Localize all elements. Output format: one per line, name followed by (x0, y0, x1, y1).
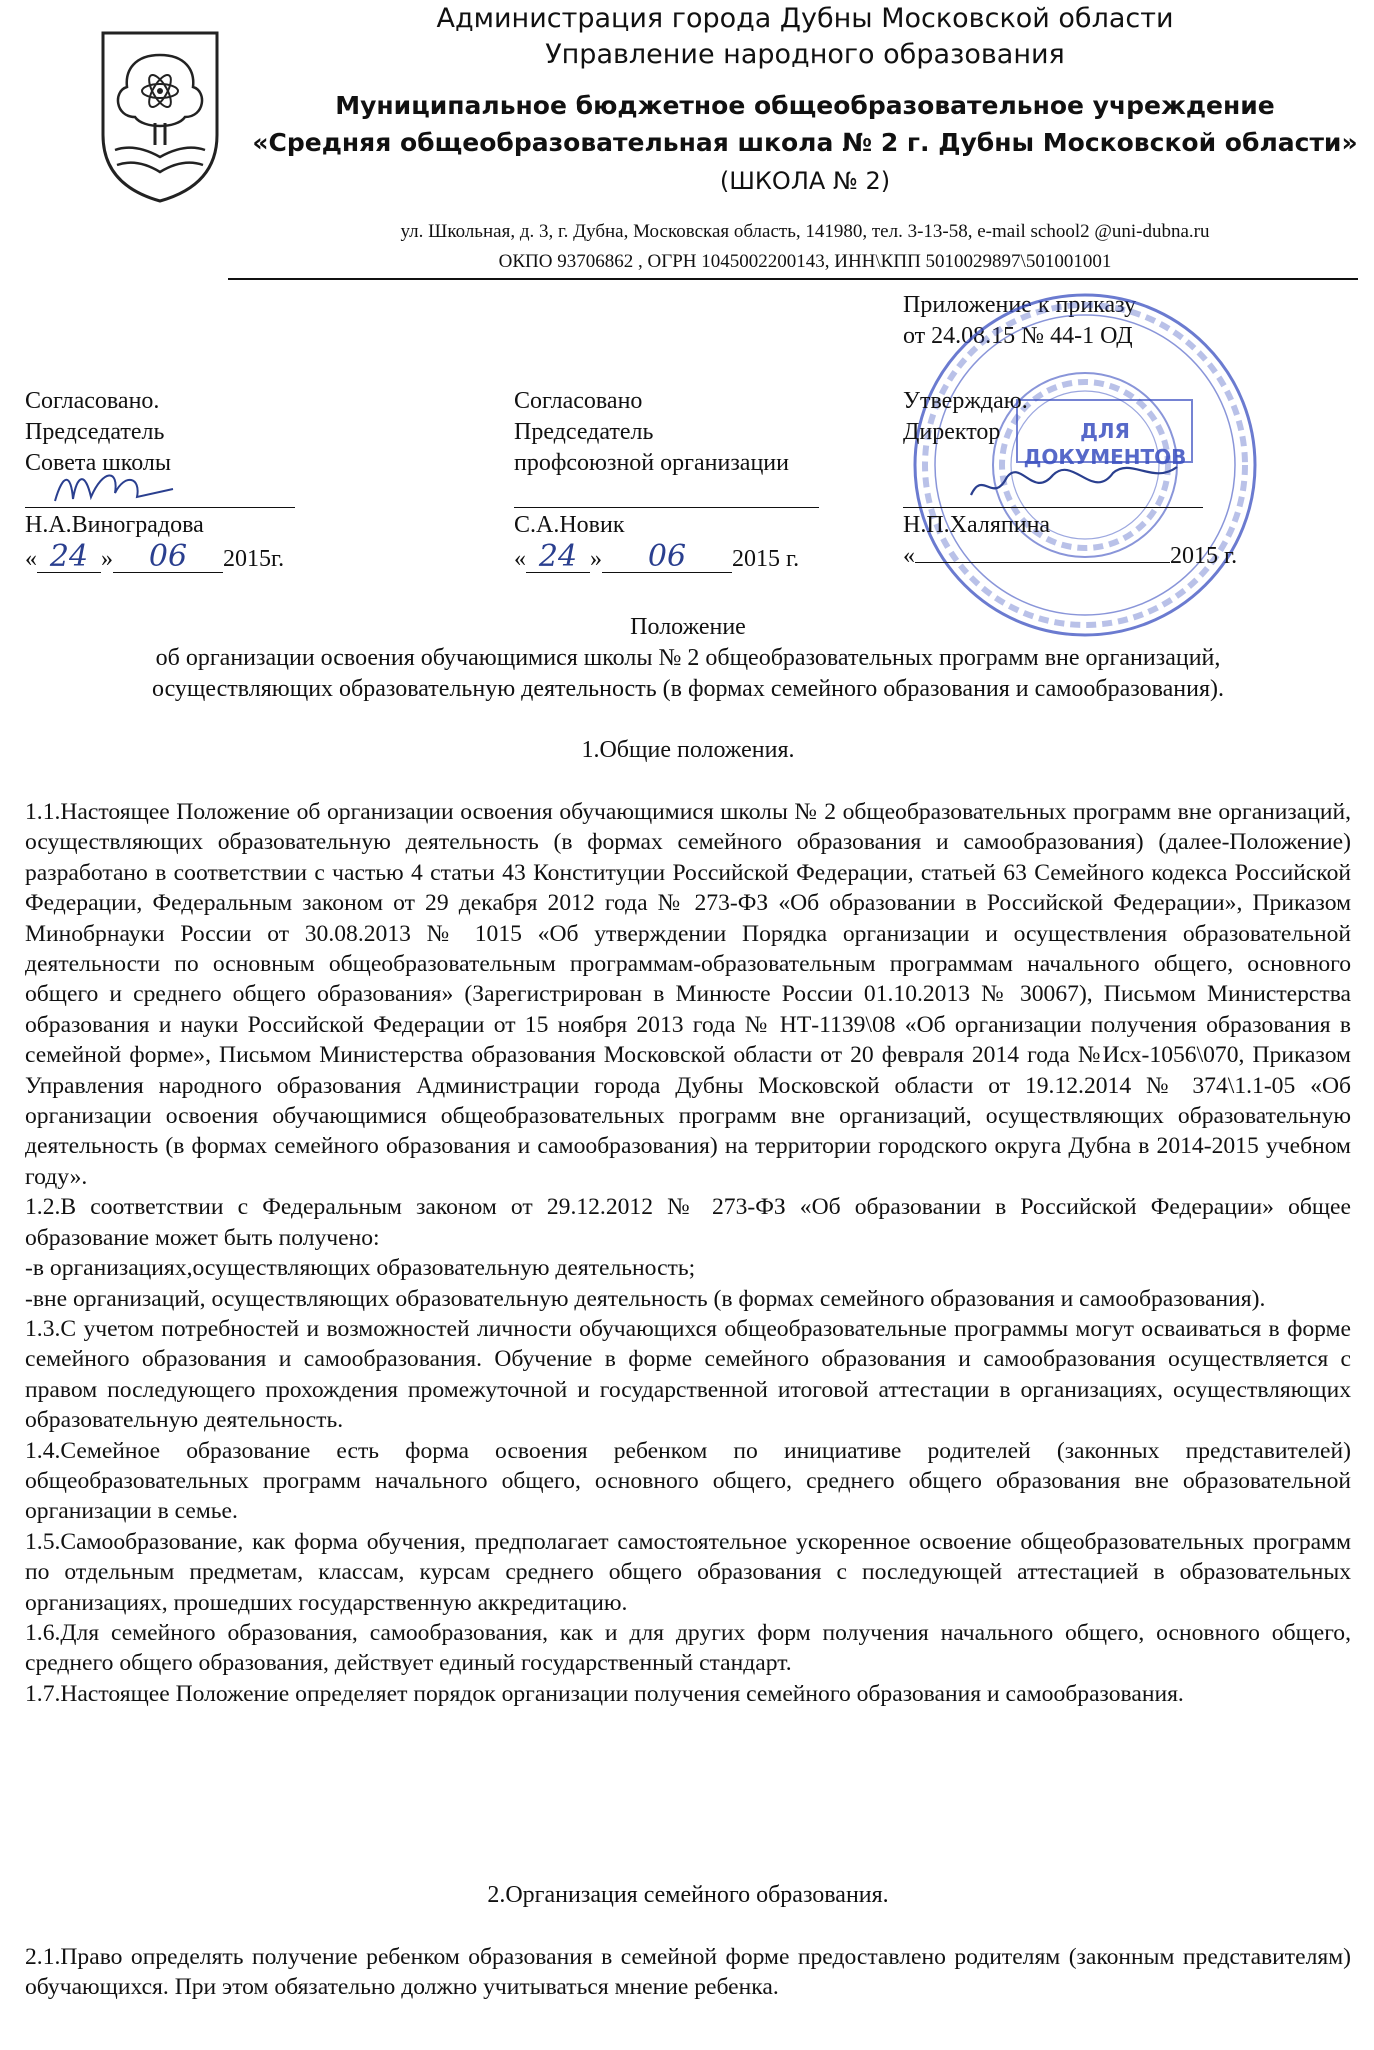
paragraph: 1.6.Для семейного образования, самообразования, как и для других форм получения начального общего, основного общего, среднего общего образования, действует единый государственный стандарт. (25, 1619, 1351, 1677)
section1-heading: 1.Общие положения. (581, 737, 795, 763)
approval-director-l1: Утверждаю. (903, 388, 1028, 414)
approval-council-l2: Председатель (25, 419, 165, 445)
approval-union-name: С.А.Новик (514, 512, 625, 538)
approval-council-date: « 24 » 06 2015г. (25, 539, 285, 574)
header-institution-type: Муниципальное бюджетное общеобразовательное учреждение (335, 91, 1275, 120)
doc-title: Положение (630, 614, 746, 640)
doc-title-line2: об организации освоения обучающимися школы № 2 общеобразовательных программ вне организаций, (155, 645, 1221, 671)
paragraph: -в организациях,осуществляющих образовательную деятельность; (25, 1255, 696, 1282)
stamp-box-text: ДЛЯ ДОКУМЕНТОВ (1023, 419, 1187, 469)
paragraph: 1.4.Семейное образование есть форма освоения ребенком по инициативе родителей (законных представителей) общеобразовательных программ начального общего, основного общего, среднего общего образования вне образовательной организации в семье. (25, 1437, 1351, 1525)
approval-council-l1: Согласовано. (25, 388, 160, 414)
approval-union-l1: Согласовано (514, 388, 643, 414)
approval-union (514, 386, 819, 575)
header-divider (228, 278, 1358, 280)
paragraph: 2.1.Право определять получение ребенком образования в семейной форме предоставлено родителям (законным представителям) обучающихся. При этом обязательно должно учитываться мнение ребенка. (25, 1944, 1351, 2001)
approval-union-l3: профсоюзной организации (514, 450, 789, 476)
annex-line2: от 24.08.15 № 44-1 ОД (903, 323, 1133, 349)
city-emblem (95, 25, 225, 205)
paragraph: 1.7.Настоящее Положение определяет порядок организации получения семейного образования и самообразования. (25, 1680, 1184, 1707)
section1-body (25, 797, 1351, 1709)
paragraph: -вне организаций, осуществляющих образовательную деятельность (в формах семейного образования и самообразования). (25, 1285, 1266, 1312)
header-department: Управление народного образования (545, 39, 1065, 70)
paragraph: 1.5.Самообразование, как форма обучения, предполагает самостоятельное ускоренное освоение общеобразовательных программ по отдельным предметам, классам, курсам среднего общего образования с последующей аттестацией в образовательных организациях, прошедших государственную аккредитацию. (25, 1528, 1351, 1616)
signature-line (514, 479, 819, 508)
approval-director-date: « 2015 г. (903, 543, 1238, 569)
paragraph: 1.2.В соответствии с Федеральным законом от 29.12.2012 № 273-ФЗ «Об образовании в Российской Федерации» общее образование может быть получено: (25, 1194, 1351, 1251)
approval-council (25, 386, 295, 575)
handwritten-signature (963, 455, 1183, 515)
handwritten-signature (45, 463, 185, 513)
header-address: ул. Школьная, д. 3, г. Дубна, Московская область, 141980, тел. 3-13-58, e-mail school2 @uni-dubna.ru (400, 221, 1210, 242)
section2-body (25, 1942, 1351, 2003)
approval-director-l2: Директор (903, 419, 1001, 445)
paragraph: 1.3.С учетом потребностей и возможностей личности обучающихся общеобразовательные программы могут осваиваться в форме семейного образования и самообразования. Обучение в форме семейного образования и самообразования осуществляется с правом последующего прохождения промежуточной и государственной итоговой аттестации в организациях, осуществляющих образовательную деятельность. (25, 1315, 1351, 1434)
approval-director-name: Н.П.Халяпина (903, 512, 1051, 538)
paragraph: 1.1.Настоящее Положение об организации освоения обучающимися школы № 2 общеобразовательных программ вне организаций, осуществляющих образовательную деятельность (в формах семейного образования и самообразования) (далее-Положение) разработано в соответствии с частью 4 статьи 43 Конституции Российской Федерации, статьей 63 Семейного кодекса Российской Федерации, Федеральным законом от 29 декабря 2012 года № 273-ФЗ «Об образовании в Российской Федерации», Приказом Минобрнауки России от 30.08.2013 № 1015 «Об утверждении Порядка организации и осуществления образовательной деятельности по основным общеобразовательным программам-образовательным программам начального общего, основного общего и среднего общего образования» (Зарегистрирован в Минюсте России 01.10.2013 № 30067), Письмом Министерства образования и науки Российской Федерации от 15 ноября 2013 года № НТ-1139\08 «Об организации получения образования в семейной форме», Письмом Министерства образования Московской области от 20 февраля 2014 года №Исх-1056\070, Приказом Управления народного образования Администрации города Дубны Московской области от 19.12.2014 № 374\1.1-05 «Об организации освоения обучающимися общеобразовательных программ вне организаций, осуществляющих образовательную деятельность (в формах семейного образования и самообразования) на территории городского округа Дубна в 2014-2015 учебном году». (25, 799, 1351, 1190)
doc-title-line3: осуществляющих образовательную деятельность (в формах семейного образования и самообразования). (151, 676, 1225, 702)
approval-director (903, 386, 1237, 572)
section2-heading: 2.Организация семейного образования. (487, 1882, 889, 1908)
header-codes: ОКПО 93706862 , ОГРН 1045002200143, ИНН\КПП 5010029897\501001001 (498, 251, 1112, 272)
approval-union-date: « 24 » 06 2015 г. (514, 539, 800, 574)
annex-line1: Приложение к приказу (903, 292, 1137, 318)
header-administration: Администрация города Дубны Московской области (436, 3, 1174, 34)
approval-council-name: Н.А.Виноградова (25, 512, 204, 538)
approval-union-l2: Председатель (514, 419, 654, 445)
approval-council-l3: Совета школы (25, 450, 171, 476)
header-school-short: (ШКОЛА № 2) (719, 167, 891, 195)
header-school-name: «Средняя общеобразовательная школа № 2 г. Дубны Московской области» (252, 128, 1358, 157)
